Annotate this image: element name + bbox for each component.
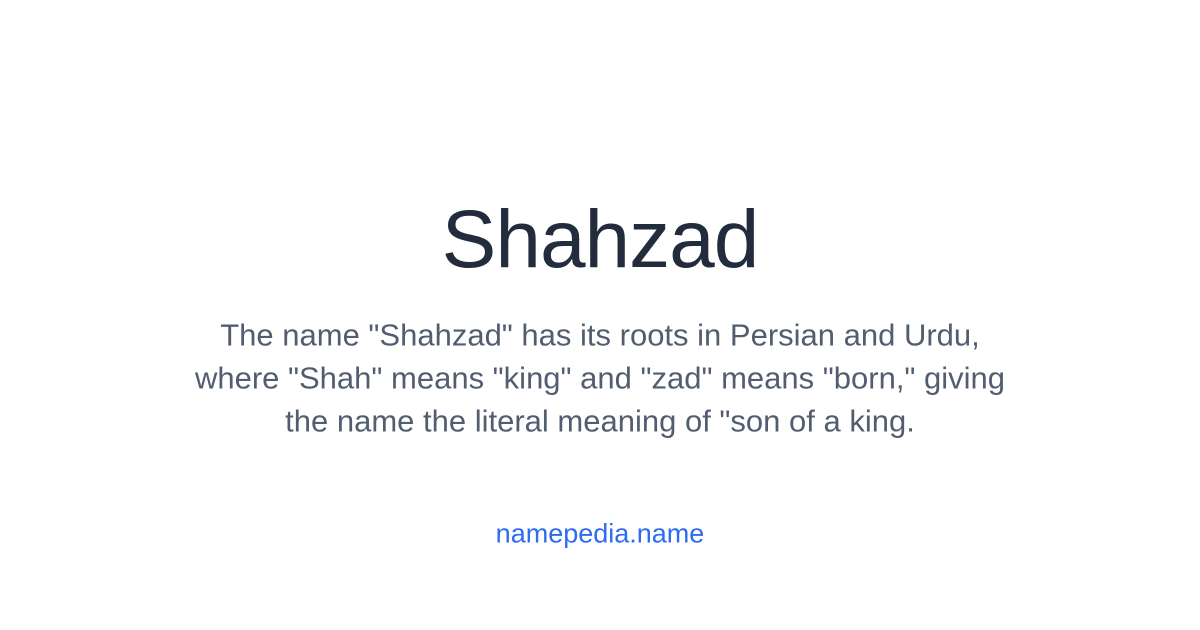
meaning-line-2: where "Shah" means "king" and "zad" means "born," giving	[194, 360, 1006, 396]
site-link[interactable]: namepedia.name	[495, 518, 705, 549]
page-title: Shahzad	[441, 193, 759, 285]
name-meaning-text	[0, 314, 1200, 443]
meaning-line-1: The name "Shahzad" has its roots in Persian and Urdu,	[220, 317, 980, 353]
meaning-line-3: the name the literal meaning of "son of a king.	[285, 403, 915, 439]
